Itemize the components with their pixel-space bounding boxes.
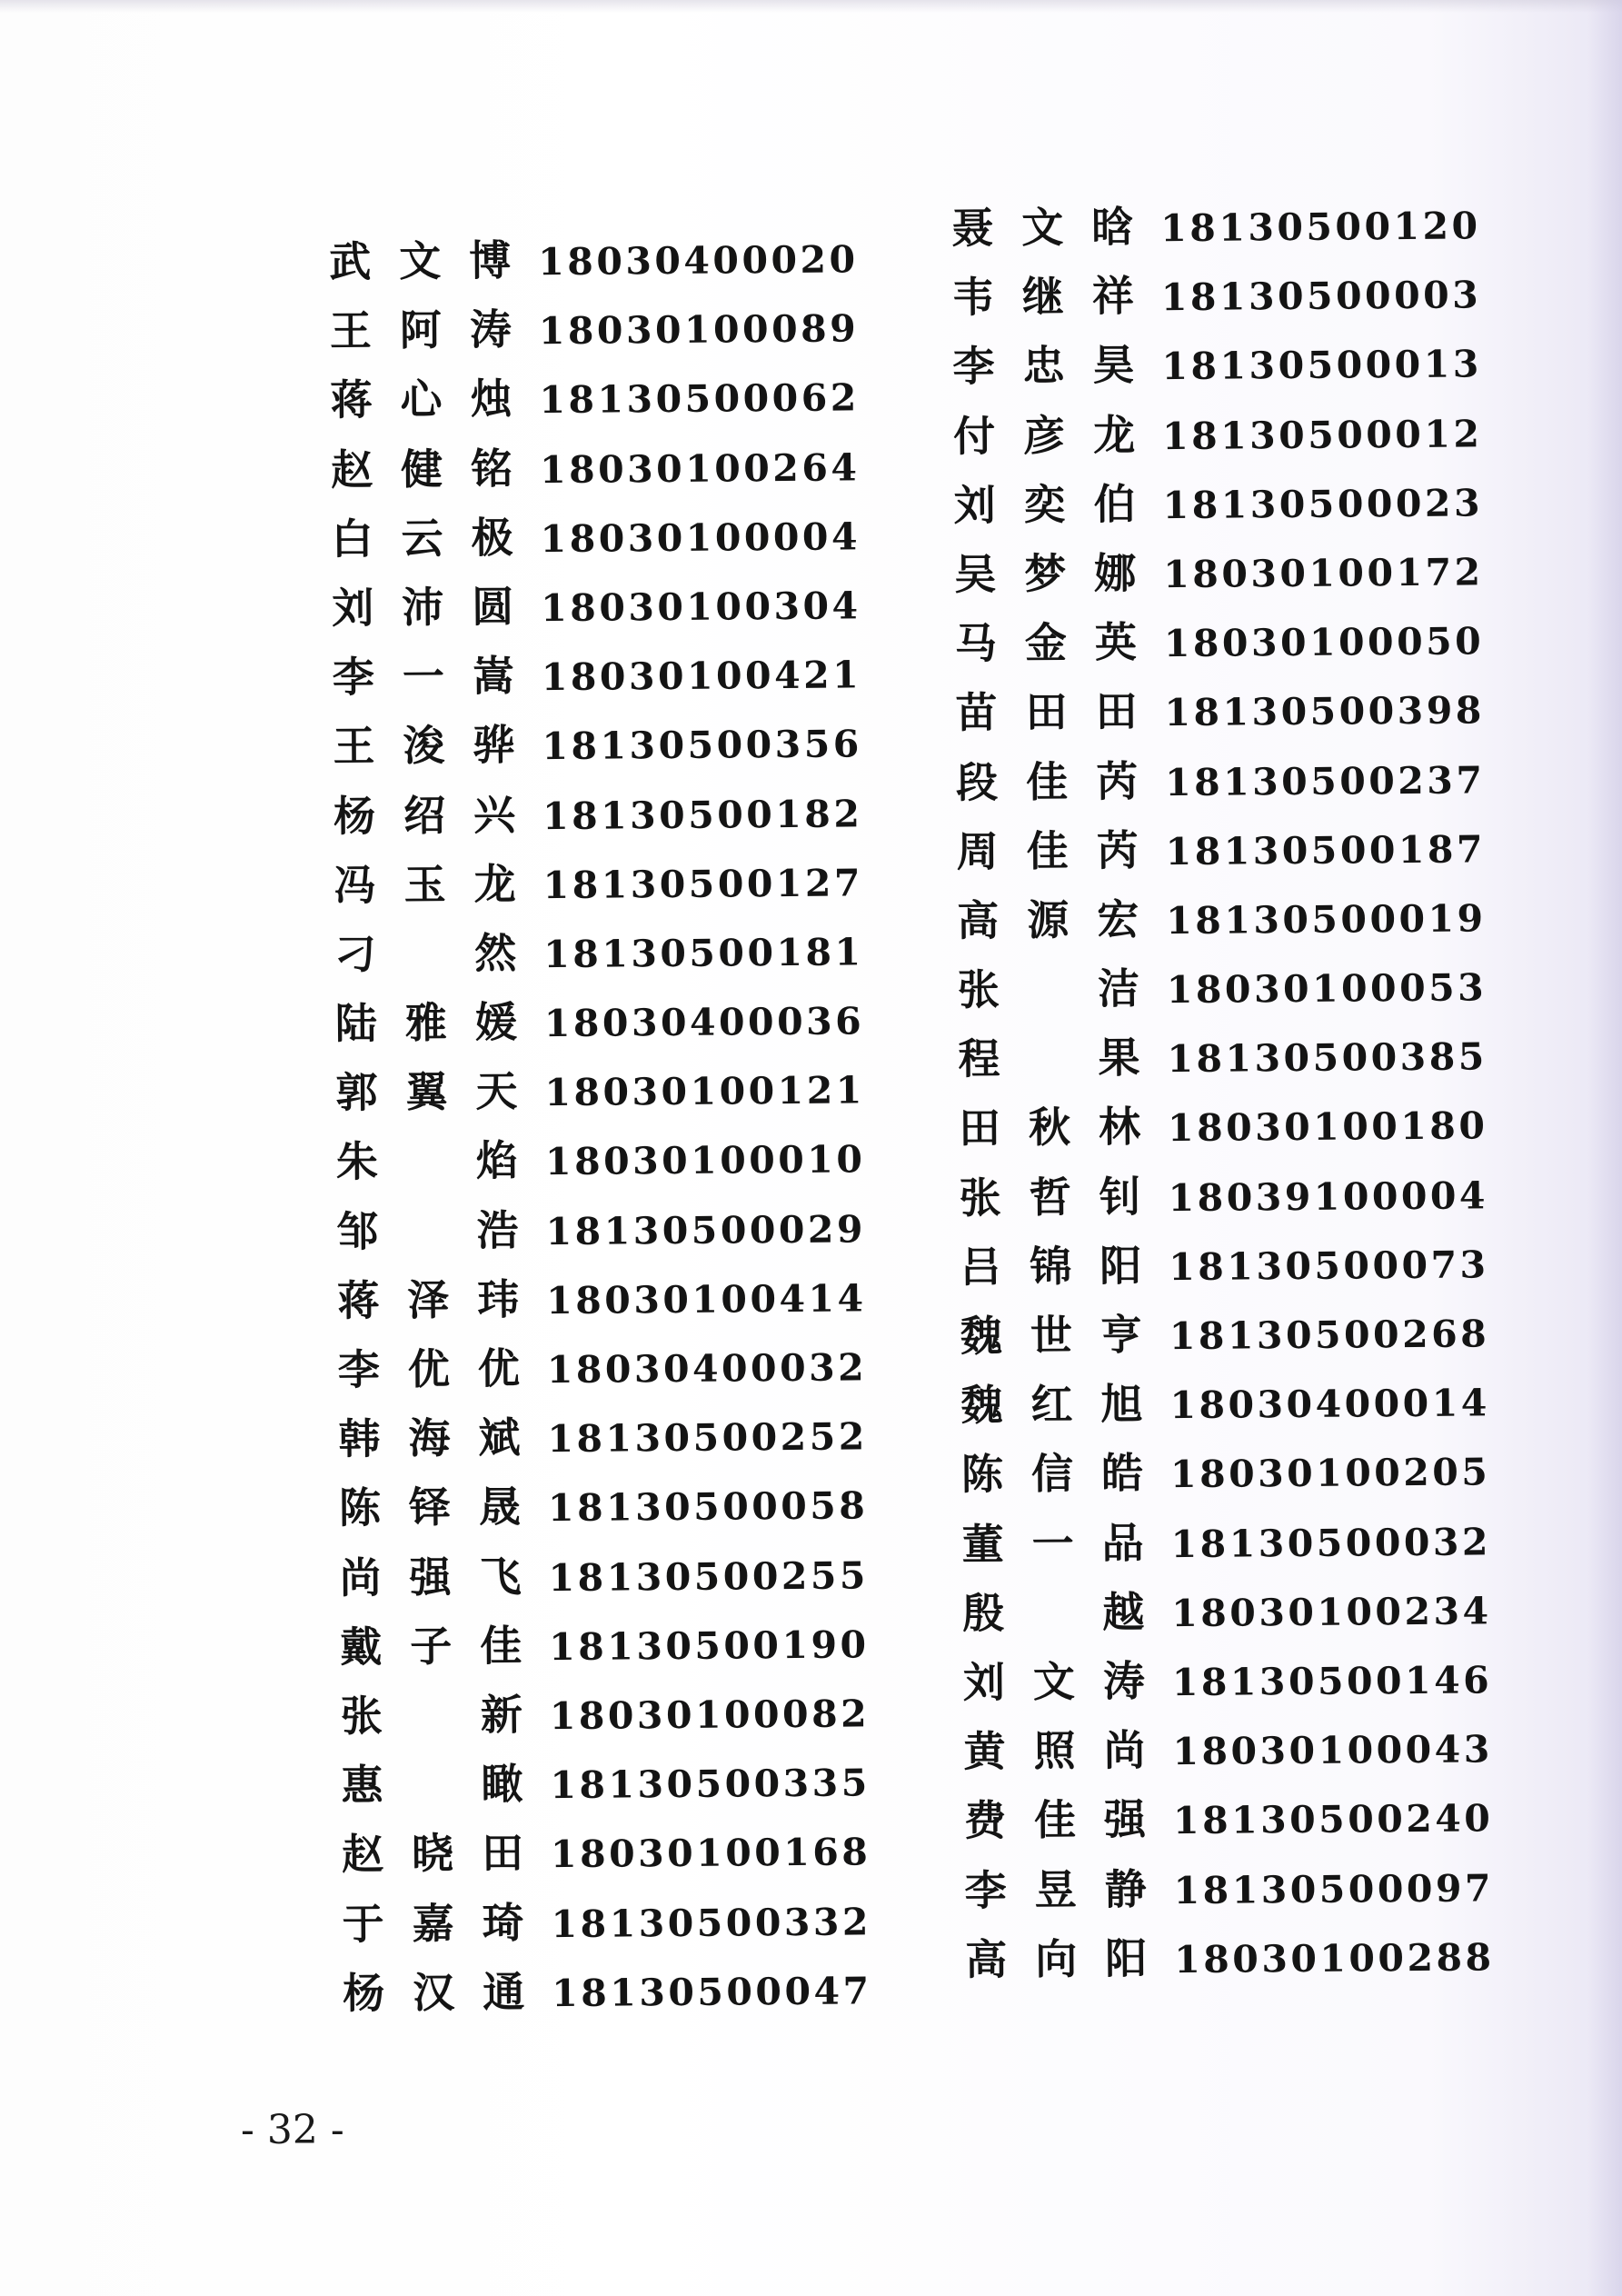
student-id: 18030100205	[1169, 1450, 1491, 1497]
student-id: 18130500181	[543, 930, 864, 977]
student-id: 18130500127	[542, 861, 864, 907]
student-id: 18130500187	[1165, 827, 1487, 873]
list-item	[341, 1679, 871, 1752]
student-name: 尚强飞	[339, 1551, 522, 1602]
student-name: 张新	[340, 1690, 523, 1741]
list-item	[338, 1333, 868, 1406]
student-name: 魏世亨	[960, 1310, 1143, 1361]
student-name: 高源宏	[957, 894, 1139, 945]
list-item	[340, 1610, 870, 1683]
student-id: 18130500398	[1164, 688, 1485, 735]
student-name: 付彦龙	[952, 409, 1136, 461]
list-item	[955, 676, 1485, 750]
student-id: 18030400032	[546, 1345, 868, 1393]
list-item	[332, 571, 861, 644]
list-item	[963, 1645, 1493, 1719]
student-id: 18030100043	[1172, 1727, 1493, 1774]
student-name: 陆雅媛	[334, 997, 518, 1049]
list-item	[336, 1194, 866, 1268]
list-item	[952, 261, 1482, 334]
student-id: 18030100421	[541, 653, 862, 700]
student-id: 18130500097	[1173, 1865, 1495, 1912]
student-name: 杨绍兴	[333, 789, 516, 841]
left-name-column	[329, 225, 872, 2029]
student-name: 费佳强	[963, 1794, 1147, 1846]
student-id: 18130500335	[550, 1761, 871, 1808]
student-id: 18130500032	[1170, 1519, 1492, 1566]
student-name: 韩海斌	[338, 1413, 521, 1464]
list-item	[953, 399, 1483, 473]
list-item	[951, 191, 1481, 265]
student-name: 冯玉龙	[333, 859, 516, 910]
student-name: 邹浩	[336, 1205, 519, 1256]
student-name: 蒋心烛	[330, 374, 512, 425]
list-item	[329, 225, 859, 298]
student-id: 18130500019	[1166, 896, 1487, 943]
student-id: 18130500385	[1167, 1034, 1488, 1082]
student-id: 18130500029	[545, 1207, 867, 1253]
student-id: 18130500182	[542, 791, 863, 838]
list-item	[334, 917, 864, 991]
student-name: 刁然	[334, 928, 517, 979]
list-item	[964, 1784, 1494, 1858]
list-item	[330, 364, 860, 437]
list-item	[956, 814, 1486, 888]
student-name: 朱焰	[335, 1135, 519, 1187]
student-id: 18130500120	[1160, 204, 1481, 251]
student-name: 程果	[958, 1033, 1140, 1084]
scan-shadow-top	[0, 0, 1622, 13]
student-id: 18030100010	[544, 1137, 866, 1184]
student-id: 18030100264	[539, 444, 861, 492]
student-name: 刘奕伯	[953, 479, 1136, 530]
list-item	[953, 468, 1483, 542]
student-name: 白云极	[331, 513, 513, 564]
student-name: 韦继祥	[951, 271, 1135, 323]
list-item	[341, 1748, 871, 1822]
student-id: 18030100004	[540, 514, 861, 561]
student-id: 18130500047	[552, 1969, 872, 2015]
student-id: 18130500190	[549, 1622, 870, 1669]
scan-shadow-right	[1587, 0, 1622, 2296]
list-item	[958, 953, 1488, 1026]
list-item	[959, 1092, 1488, 1165]
student-name: 黄照尚	[963, 1725, 1146, 1777]
student-name: 郭翼天	[335, 1066, 518, 1118]
right-name-column	[951, 191, 1495, 1995]
list-item	[965, 1922, 1495, 1996]
student-id: 18030100304	[541, 584, 861, 631]
student-id: 18030400036	[543, 999, 865, 1046]
list-item	[957, 883, 1487, 957]
student-name: 李昱静	[964, 1863, 1147, 1915]
student-name: 魏红旭	[960, 1379, 1143, 1431]
list-item	[952, 330, 1482, 404]
list-item	[333, 641, 862, 714]
student-name: 李优优	[337, 1343, 521, 1394]
list-item	[343, 1956, 872, 2030]
student-name: 刘沛圆	[332, 582, 514, 633]
list-item	[342, 1887, 871, 1961]
student-id: 18039100004	[1168, 1173, 1489, 1220]
list-item	[961, 1438, 1491, 1512]
student-id: 18130500023	[1162, 481, 1484, 527]
student-name: 赵晓田	[341, 1828, 524, 1880]
student-name: 惠瞰	[341, 1759, 523, 1811]
list-item	[964, 1853, 1494, 1927]
list-item	[339, 1472, 869, 1545]
student-id: 18130500332	[551, 1899, 872, 1946]
list-item	[331, 502, 861, 575]
student-name: 戴子佳	[340, 1621, 522, 1672]
student-id: 18030100050	[1163, 619, 1485, 666]
student-id: 18130500268	[1169, 1312, 1490, 1359]
list-item	[956, 745, 1486, 819]
list-item	[335, 1056, 865, 1130]
student-id: 18130500237	[1164, 757, 1486, 804]
student-name: 张哲钊	[959, 1172, 1141, 1223]
student-id: 18030400014	[1169, 1381, 1490, 1428]
student-name: 聂文晗	[951, 202, 1134, 253]
list-item	[330, 294, 860, 368]
list-item	[954, 537, 1484, 611]
page-number: - 32 -	[241, 2107, 344, 2153]
student-name: 周佳芮	[956, 825, 1139, 876]
list-item	[331, 433, 861, 506]
list-item	[333, 848, 863, 922]
student-id: 18030400020	[538, 237, 859, 285]
student-name: 于嘉琦	[342, 1897, 524, 1949]
student-name: 吕锦阳	[960, 1241, 1142, 1292]
student-id: 18030100121	[544, 1068, 865, 1115]
student-id: 18030100180	[1167, 1103, 1488, 1151]
student-id: 18030100053	[1166, 965, 1488, 1013]
student-id: 18130500062	[539, 375, 860, 423]
student-name: 李一嵩	[332, 651, 515, 703]
list-item	[958, 1023, 1488, 1096]
list-item	[955, 607, 1485, 681]
student-name: 蒋泽玮	[337, 1274, 520, 1325]
student-id: 18130500058	[547, 1483, 869, 1531]
student-name: 段佳芮	[955, 755, 1139, 807]
student-name: 赵健铭	[330, 443, 513, 494]
list-item	[335, 986, 865, 1060]
list-item	[333, 779, 863, 853]
list-item	[960, 1369, 1490, 1442]
student-id: 18030100234	[1171, 1589, 1492, 1635]
student-name: 王阿涛	[329, 304, 512, 356]
student-id: 18030100414	[546, 1276, 867, 1323]
student-name: 马金英	[954, 617, 1138, 669]
list-item	[339, 1541, 869, 1614]
student-name: 武文博	[329, 235, 512, 286]
student-id: 18130500255	[548, 1552, 870, 1600]
list-item	[333, 710, 862, 784]
student-name: 殷越	[962, 1587, 1145, 1638]
student-name: 刘文涛	[962, 1656, 1146, 1707]
student-id: 18130500073	[1169, 1243, 1489, 1289]
list-item	[960, 1230, 1489, 1303]
student-id: 18030100288	[1174, 1935, 1495, 1982]
student-id: 18130500252	[547, 1414, 868, 1462]
student-name: 陈铎晟	[338, 1482, 522, 1533]
list-item	[342, 1818, 871, 1892]
list-item	[337, 1263, 867, 1337]
student-id: 18130500012	[1161, 411, 1483, 458]
student-name: 张洁	[957, 963, 1140, 1015]
student-id: 18030100172	[1163, 550, 1484, 597]
student-id: 18130500356	[542, 722, 862, 769]
list-item	[960, 1299, 1490, 1373]
list-item	[963, 1714, 1493, 1788]
list-item	[959, 1161, 1488, 1234]
student-id: 18030100082	[549, 1692, 871, 1739]
student-name: 王浚骅	[333, 720, 515, 772]
list-item	[962, 1576, 1492, 1650]
list-item	[336, 1125, 866, 1199]
student-name: 苗田田	[955, 686, 1138, 738]
student-name: 高向阳	[965, 1933, 1148, 1984]
list-item	[961, 1507, 1491, 1581]
student-name: 李忠昊	[952, 340, 1135, 392]
list-item	[338, 1403, 868, 1476]
student-id: 18030100168	[550, 1830, 871, 1877]
student-id: 18130500240	[1172, 1796, 1494, 1843]
student-name: 董一品	[961, 1517, 1144, 1569]
student-id: 18130500013	[1161, 342, 1482, 389]
student-id: 18130500003	[1160, 273, 1482, 320]
student-id: 18130500146	[1171, 1658, 1493, 1705]
student-id: 18030100089	[538, 306, 860, 354]
student-name: 田秋林	[958, 1102, 1141, 1153]
student-name: 陈信皓	[960, 1448, 1144, 1500]
student-name: 杨汉通	[343, 1967, 525, 2018]
student-name: 吴梦娜	[954, 548, 1137, 599]
